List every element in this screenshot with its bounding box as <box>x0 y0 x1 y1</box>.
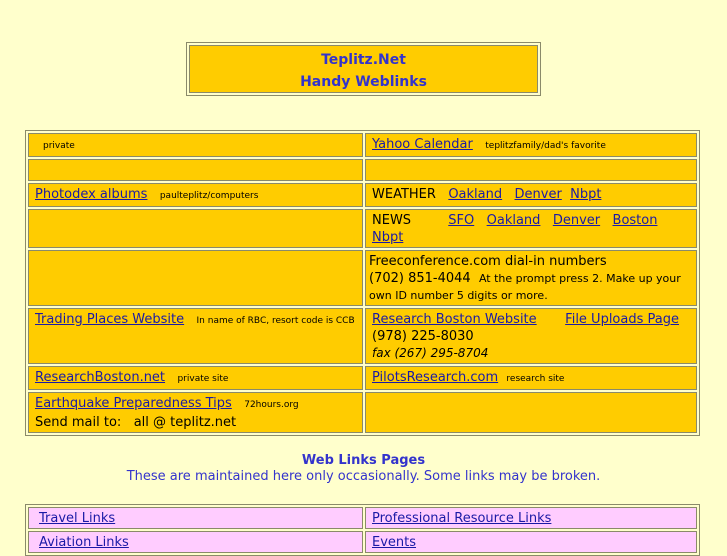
professional-links-link[interactable]: Professional Resource Links <box>372 511 552 526</box>
table-cell <box>28 183 363 207</box>
header-box <box>186 42 541 96</box>
photodex-link[interactable]: Photodex albums <box>35 187 148 202</box>
events-link[interactable]: Events <box>372 535 417 550</box>
researchboston-note: private site <box>177 374 229 384</box>
table-row <box>28 133 697 157</box>
researchboston-net-link[interactable]: ResearchBoston.net <box>35 370 166 385</box>
news-label: NEWS <box>372 213 412 228</box>
private-note: private <box>43 141 75 151</box>
yahoo-calendar-link[interactable]: Yahoo Calendar <box>372 137 473 152</box>
table-cell <box>365 531 697 553</box>
pilotsresearch-note: research site <box>506 374 565 384</box>
page-subtitle: Handy Weblinks <box>300 74 427 90</box>
weblinks-title: Web Links Pages <box>301 453 426 468</box>
file-uploads-link[interactable]: File Uploads Page <box>565 312 679 327</box>
research-fax: fax (267) 295-8704 <box>372 346 489 360</box>
links-table <box>25 130 700 436</box>
pilotsresearch-link[interactable]: PilotsResearch.com <box>372 370 499 385</box>
header-inner <box>189 45 538 93</box>
table-cell <box>28 133 363 157</box>
trading-places-note: In name of RBC, resort code is CCB <box>196 316 355 326</box>
page-title: Teplitz.Net <box>321 52 406 68</box>
news-oakland-link[interactable]: Oakland <box>486 213 541 228</box>
trading-places-link[interactable]: Trading Places Website <box>35 312 185 327</box>
travel-links-link[interactable]: Travel Links <box>39 511 116 526</box>
table-cell <box>365 159 697 181</box>
earthquake-tips-link[interactable]: Earthquake Preparedness Tips <box>35 396 232 411</box>
table-cell <box>365 366 697 390</box>
research-boston-link[interactable]: Research Boston Website <box>372 312 537 327</box>
freeconference-instructions: At the prompt press 2. Make up your own ID number 5 digits or more. <box>369 272 681 302</box>
table-cell <box>28 507 363 529</box>
table-cell <box>28 209 363 248</box>
table-cell <box>365 183 697 207</box>
table-cell <box>365 507 697 529</box>
table-cell <box>28 392 363 433</box>
table-row <box>28 159 697 181</box>
table-cell <box>365 133 697 157</box>
weblinks-table <box>25 504 700 556</box>
table-cell <box>28 366 363 390</box>
earthquake-note: 72hours.org <box>244 400 299 410</box>
weather-denver-link[interactable]: Denver <box>514 187 562 202</box>
table-row <box>28 392 697 433</box>
news-boston-link[interactable]: Boston <box>612 213 658 228</box>
mail-label: Send mail to: <box>35 415 122 430</box>
table-cell <box>28 308 363 364</box>
table-cell <box>365 308 697 364</box>
weblinks-subtitle: These are maintained here only occasionally. Some links may be broken. <box>126 469 601 484</box>
news-sfo-link[interactable]: SFO <box>448 213 475 228</box>
yahoo-note: teplitzfamily/dad's favorite <box>485 141 606 151</box>
table-row <box>28 507 697 529</box>
freeconference-phone: (702) 851-4044 <box>369 271 471 286</box>
table-cell <box>28 159 363 181</box>
table-row <box>28 366 697 390</box>
table-cell <box>28 531 363 553</box>
table-row <box>28 183 697 207</box>
table-cell <box>365 392 697 433</box>
table-row <box>28 531 697 553</box>
mail-address: all @ teplitz.net <box>133 415 237 430</box>
weather-oakland-link[interactable]: Oakland <box>448 187 503 202</box>
weather-nbpt-link[interactable]: Nbpt <box>570 187 602 202</box>
table-row <box>28 308 697 364</box>
freeconference-label: Freeconference.com dial-in numbers <box>369 254 607 269</box>
table-cell <box>365 209 697 248</box>
photodex-note: paulteplitz/computers <box>159 191 259 201</box>
weather-label: WEATHER <box>372 187 436 202</box>
table-cell <box>28 250 363 306</box>
aviation-links-link[interactable]: Aviation Links <box>39 535 129 550</box>
table-row <box>28 250 697 306</box>
news-nbpt-link[interactable]: Nbpt <box>372 230 404 245</box>
table-cell <box>365 250 697 306</box>
table-row <box>28 209 697 248</box>
news-denver-link[interactable]: Denver <box>552 213 601 228</box>
research-phone: (978) 225-8030 <box>372 329 474 344</box>
